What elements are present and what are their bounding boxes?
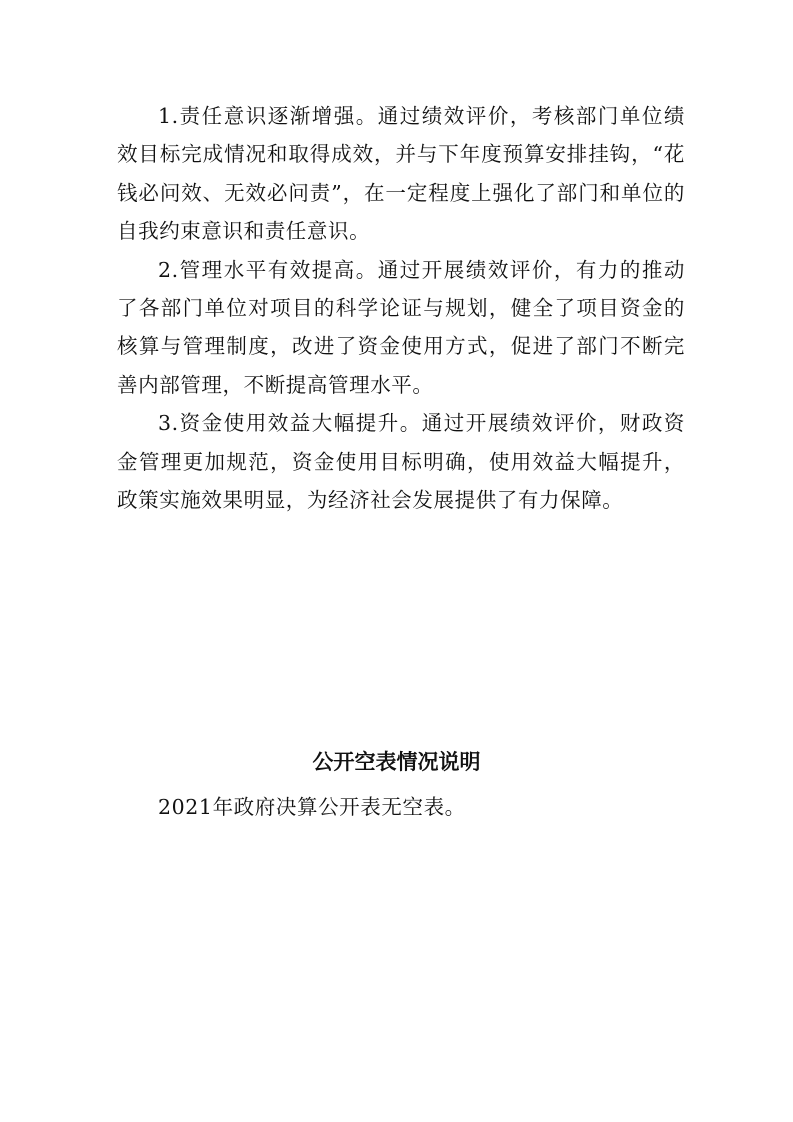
section-text: 2021年政府决算公开表无空表。 (158, 795, 466, 819)
paragraph-responsibility: 1.责任意识逐渐增强。通过绩效评价，考核部门单位绩效目标完成情况和取得成效，并与下年度预算安排挂钩，“花钱必问效、无效必问责”，在一定程度上强化了部门和单位的自我约束意识和责任意识。 (117, 104, 685, 244)
paragraph-funds-efficiency: 3.资金使用效益大幅提升。通过开展绩效评价，财政资金管理更加规范，资金使用目标明确，使用效益大幅提升，政策实施效果明显，为经济社会发展提供了有力保障。 (117, 411, 685, 513)
body-text (117, 97, 685, 519)
paragraph-management: 2.管理水平有效提高。通过开展绩效评价，有力的推动了各部门单位对项目的科学论证与规划，健全了项目资金的核算与管理制度，改进了资金使用方式，促进了部门不断完善内部管理，不断提高管理水平。 (117, 257, 685, 397)
section-title: 公开空表情况说明 (312, 749, 481, 774)
